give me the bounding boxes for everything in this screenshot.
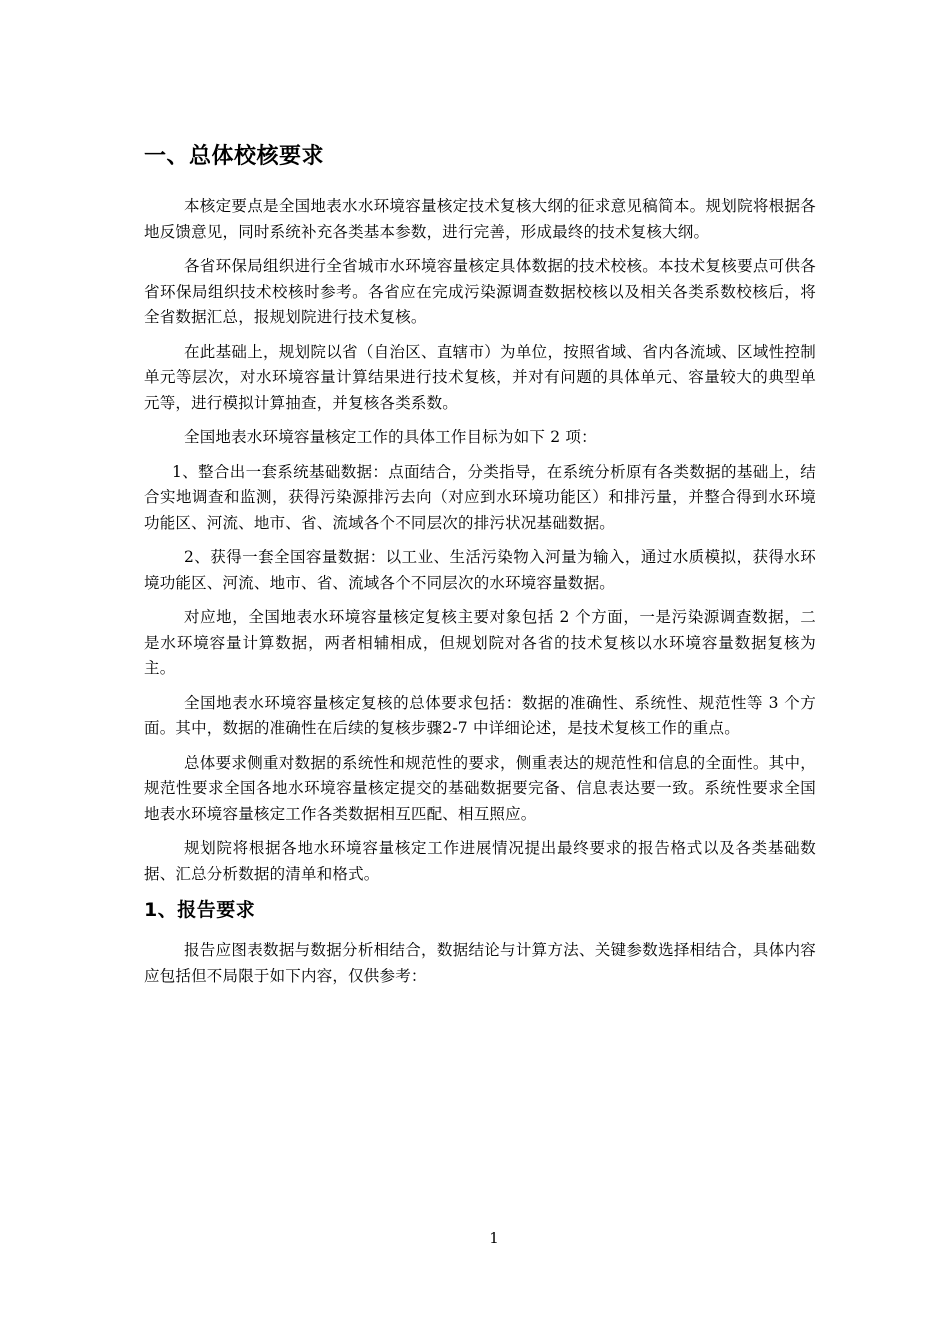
section-title: 一、总体校核要求 (144, 144, 325, 169)
paragraph-provincial-check: 各省环保局组织进行全省城市水环境容量核定具体数据的技术校核。本技术复核要点可供各省环保局组织技术校核时参考。各省应在完成污染源调查数据校核以及相关各类系数校核后，将全省数据汇总，报规划院进行技术复核。 (144, 257, 816, 326)
paragraph-systematic-normative: 总体要求侧重对数据的系统性和规范性的要求，侧重表达的规范性和信息的全面性。其中，规范性要求全国各地水环境容量核定提交的基础数据要完备、信息表达要一致。系统性要求全国地表水环境容量核定工作各类数据相互匹配、相互照应。 (144, 753, 816, 823)
paragraph-goal-2: 2、获得一套全国容量数据：以工业、生活污染物入河量为输入，通过水质模拟，获得水环境功能区、河流、地市、省、流域各个不同层次的水环境容量数据。 (144, 548, 816, 592)
page-content (144, 142, 816, 998)
paragraph-review-objects: 对应地，全国地表水环境容量核定复核主要对象包括 2 个方面，一是污染源调查数据，二是水环境容量计算数据，两者相辅相成，但规划院对各省的技术复核以水环境容量数据复核为主。 (144, 608, 816, 677)
paragraph-review-basis: 在此基础上，规划院以省（自治区、直辖市）为单位，按照省域、省内各流域、区域性控制单元等层次，对水环境容量计算结果进行技术复核，并对有问题的具体单元、容量较大的典型单元等，进行模拟计算抽查，并复核各类系数。 (144, 342, 816, 412)
page-number: 1 (489, 1229, 499, 1247)
subsection-title: 1、报告要求 (144, 899, 256, 921)
paragraph-goal-1: 1、整合出一套系统基础数据：点面结合，分类指导，在系统分析原有各类数据的基础上，结合实地调查和监测，获得污染源排污去向（对应到水环境功能区）和排污量，并整合得到水环境功能区、河流、地市、省、流域各个不同层次的排污状况基础数据。 (144, 462, 816, 532)
paragraph-intro: 本核定要点是全国地表水水环境容量核定技术复核大纲的征求意见稿简本。规划院将根据各地反馈意见，同时系统补充各类基本参数，进行完善，形成最终的技术复核大纲。 (144, 197, 816, 241)
paragraph-report-requirements: 报告应图表数据与数据分析相结合，数据结论与计算方法、关键参数选择相结合，具体内容应包括但不局限于如下内容，仅供参考： (144, 941, 816, 985)
paragraph-general-requirements: 全国地表水环境容量核定复核的总体要求包括：数据的准确性、系统性、规范性等 3 个方面。其中，数据的准确性在后续的复核步骤2-7 中详细论述，是技术复核工作的重点。 (144, 693, 816, 737)
paragraph-work-goals: 全国地表水环境容量核定工作的具体工作目标为如下 2 项： (184, 428, 597, 446)
paragraph-report-format: 规划院将根据各地水环境容量核定工作进展情况提出最终要求的报告格式以及各类基础数据、汇总分析数据的清单和格式。 (144, 839, 816, 883)
